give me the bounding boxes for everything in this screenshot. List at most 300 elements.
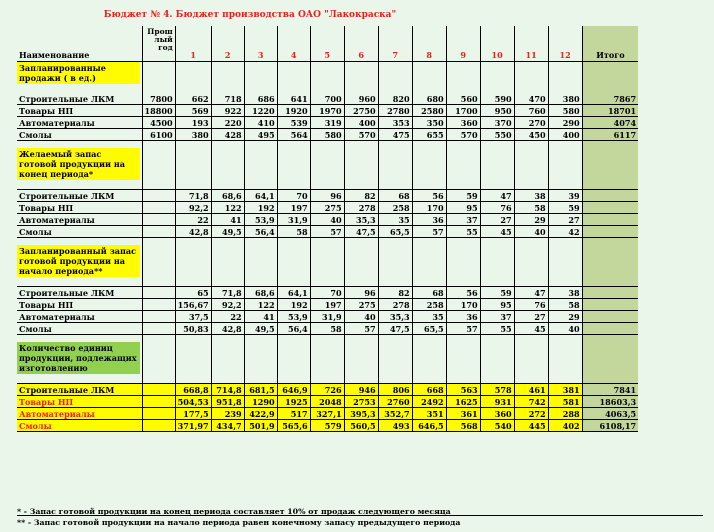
section-header xyxy=(17,342,638,374)
month-value: 950 xyxy=(480,105,514,117)
month-value: 76 xyxy=(514,299,548,311)
empty-cell xyxy=(310,141,344,149)
header-row xyxy=(17,26,638,62)
empty-cell xyxy=(175,277,211,287)
empty-cell xyxy=(17,238,142,246)
empty-cell xyxy=(582,245,638,277)
empty-cell xyxy=(582,342,638,374)
month-value: 569 xyxy=(175,105,211,117)
section-title: Количество единиц продукции, подлежащих изготовлению xyxy=(17,342,140,374)
empty-cell xyxy=(211,374,244,384)
month-value: 319 xyxy=(310,117,344,129)
total-value: 4074 xyxy=(582,117,638,129)
month-value: 540 xyxy=(480,420,514,432)
table-row xyxy=(17,396,638,408)
section-title: Желаемый запас готовой продукции на конец периода* xyxy=(17,148,140,180)
empty-cell xyxy=(277,84,310,93)
empty-cell xyxy=(514,84,548,93)
empty-cell xyxy=(17,84,142,93)
month-value: 563 xyxy=(446,384,480,396)
table-row xyxy=(17,420,638,432)
month-value: 35,3 xyxy=(378,311,412,323)
month-value: 70 xyxy=(277,190,310,202)
empty-cell xyxy=(310,342,344,374)
empty-cell xyxy=(548,84,582,93)
empty-cell xyxy=(277,180,310,190)
empty-cell xyxy=(17,277,142,287)
month-value: 718 xyxy=(211,93,244,105)
empty-cell xyxy=(142,245,175,277)
header-prev-year: Прош лый год xyxy=(142,26,175,62)
month-value: 58 xyxy=(310,323,344,335)
month-value: 539 xyxy=(277,117,310,129)
empty-cell xyxy=(277,238,310,246)
table-row xyxy=(17,287,638,299)
month-value: 400 xyxy=(548,129,582,141)
row-label: Товары НП xyxy=(17,396,142,408)
prev-year-value: 18800 xyxy=(142,105,175,117)
empty-cell xyxy=(412,335,446,343)
footnote-2: ** - Запас готовой продукции на начало периода равен конечному запасу предыдущего периода xyxy=(17,518,461,527)
section-title: Запланированный запас готовой продукции на начало периода** xyxy=(17,245,140,277)
month-value: 434,7 xyxy=(211,420,244,432)
empty-cell xyxy=(277,277,310,287)
total-value xyxy=(582,311,638,323)
prev-year-value xyxy=(142,408,175,420)
empty-cell xyxy=(17,141,142,149)
empty-cell xyxy=(480,335,514,343)
month-value: 37 xyxy=(480,311,514,323)
month-value: 951,8 xyxy=(211,396,244,408)
empty-cell xyxy=(582,180,638,190)
empty-cell xyxy=(17,335,142,343)
empty-cell xyxy=(548,62,582,85)
month-value: 578 xyxy=(480,384,514,396)
month-value: 57 xyxy=(310,226,344,238)
empty-cell xyxy=(378,374,412,384)
empty-cell xyxy=(582,84,638,93)
month-value: 49,5 xyxy=(211,226,244,238)
empty-cell xyxy=(310,374,344,384)
empty-cell xyxy=(344,62,378,85)
month-value: 565,6 xyxy=(277,420,310,432)
empty-cell xyxy=(175,62,211,85)
empty-cell xyxy=(344,148,378,180)
prev-year-value: 7800 xyxy=(142,93,175,105)
empty-cell xyxy=(412,180,446,190)
table-row xyxy=(17,226,638,238)
month-value: 47 xyxy=(514,287,548,299)
month-value: 278 xyxy=(344,202,378,214)
month-value: 192 xyxy=(277,299,310,311)
prev-year-value xyxy=(142,384,175,396)
month-value: 59 xyxy=(480,287,514,299)
empty-cell xyxy=(480,277,514,287)
empty-cell xyxy=(480,180,514,190)
empty-cell xyxy=(310,180,344,190)
empty-cell xyxy=(175,335,211,343)
month-value: 806 xyxy=(378,384,412,396)
month-value: 68 xyxy=(412,287,446,299)
empty-cell xyxy=(446,141,480,149)
month-value: 58 xyxy=(548,299,582,311)
empty-cell xyxy=(378,342,412,374)
month-value: 278 xyxy=(378,299,412,311)
empty-cell xyxy=(142,84,175,93)
empty-cell xyxy=(514,335,548,343)
header-month: 8 xyxy=(412,26,446,62)
month-value: 47,5 xyxy=(378,323,412,335)
empty-cell xyxy=(244,141,277,149)
month-value: 40 xyxy=(344,311,378,323)
empty-cell xyxy=(378,148,412,180)
table-row xyxy=(17,408,638,420)
month-value: 96 xyxy=(310,190,344,202)
month-value: 258 xyxy=(378,202,412,214)
empty-cell xyxy=(310,238,344,246)
prev-year-value xyxy=(142,299,175,311)
header-month: 9 xyxy=(446,26,480,62)
empty-cell xyxy=(412,148,446,180)
empty-cell xyxy=(310,245,344,277)
month-value: 352,7 xyxy=(378,408,412,420)
month-value: 381 xyxy=(548,384,582,396)
empty-cell xyxy=(446,84,480,93)
month-value: 700 xyxy=(310,93,344,105)
empty-cell xyxy=(211,277,244,287)
month-value: 662 xyxy=(175,93,211,105)
month-value: 946 xyxy=(344,384,378,396)
month-value: 57 xyxy=(446,323,480,335)
empty-cell xyxy=(446,335,480,343)
month-value: 37,5 xyxy=(175,311,211,323)
header-month: 1 xyxy=(175,26,211,62)
empty-cell xyxy=(480,141,514,149)
month-value: 47 xyxy=(480,190,514,202)
month-value: 668 xyxy=(412,384,446,396)
month-value: 461 xyxy=(514,384,548,396)
total-value: 6117 xyxy=(582,129,638,141)
total-value: 7867 xyxy=(582,93,638,105)
empty-cell xyxy=(310,62,344,85)
month-value: 57 xyxy=(344,323,378,335)
month-value: 65,5 xyxy=(412,323,446,335)
total-value xyxy=(582,190,638,202)
month-value: 239 xyxy=(211,408,244,420)
month-value: 270 xyxy=(514,117,548,129)
month-value: 1700 xyxy=(446,105,480,117)
row-label: Смолы xyxy=(17,226,142,238)
empty-cell xyxy=(344,84,378,93)
empty-cell xyxy=(548,374,582,384)
month-value: 65,5 xyxy=(378,226,412,238)
month-value: 41 xyxy=(211,214,244,226)
empty-cell xyxy=(480,374,514,384)
month-value: 27 xyxy=(480,214,514,226)
empty-cell xyxy=(514,238,548,246)
row-label: Автоматериалы xyxy=(17,408,142,420)
month-value: 197 xyxy=(277,202,310,214)
month-value: 122 xyxy=(244,299,277,311)
header-month: 4 xyxy=(277,26,310,62)
month-value: 64,1 xyxy=(244,190,277,202)
month-value: 560,5 xyxy=(344,420,378,432)
empty-cell xyxy=(175,238,211,246)
empty-cell xyxy=(480,238,514,246)
month-value: 275 xyxy=(344,299,378,311)
month-value: 2492 xyxy=(412,396,446,408)
month-value: 56,4 xyxy=(244,226,277,238)
month-value: 400 xyxy=(344,117,378,129)
empty-cell xyxy=(582,238,638,246)
total-value: 18701 xyxy=(582,105,638,117)
month-value: 581 xyxy=(548,396,582,408)
prev-year-value xyxy=(142,190,175,202)
month-value: 177,5 xyxy=(175,408,211,420)
prev-year-value xyxy=(142,420,175,432)
empty-cell xyxy=(310,335,344,343)
empty-cell xyxy=(277,148,310,180)
section-title: Запланированные продажи ( в ед.) xyxy=(17,62,140,84)
month-value: 56 xyxy=(412,190,446,202)
empty-cell xyxy=(175,180,211,190)
month-value: 371,97 xyxy=(175,420,211,432)
month-value: 504,53 xyxy=(175,396,211,408)
empty-cell xyxy=(175,374,211,384)
month-value: 37 xyxy=(446,214,480,226)
empty-cell xyxy=(277,374,310,384)
empty-cell xyxy=(548,141,582,149)
month-value: 370 xyxy=(480,117,514,129)
empty-cell xyxy=(244,335,277,343)
empty-cell xyxy=(211,342,244,374)
total-value: 4063,5 xyxy=(582,408,638,420)
month-value: 92,2 xyxy=(175,202,211,214)
month-value: 380 xyxy=(548,93,582,105)
month-value: 517 xyxy=(277,408,310,420)
table-row xyxy=(17,93,638,105)
month-value: 501,9 xyxy=(244,420,277,432)
empty-cell xyxy=(244,342,277,374)
month-value: 579 xyxy=(310,420,344,432)
month-value: 40 xyxy=(310,214,344,226)
month-value: 82 xyxy=(344,190,378,202)
empty-cell xyxy=(344,374,378,384)
month-value: 450 xyxy=(514,129,548,141)
header-total: Итого xyxy=(582,26,638,62)
month-value: 550 xyxy=(480,129,514,141)
month-value: 31,9 xyxy=(310,311,344,323)
month-value: 193 xyxy=(175,117,211,129)
month-value: 70 xyxy=(310,287,344,299)
month-value: 470 xyxy=(514,93,548,105)
empty-cell xyxy=(412,141,446,149)
empty-cell xyxy=(17,374,142,384)
empty-cell xyxy=(378,238,412,246)
month-value: 197 xyxy=(310,299,344,311)
month-value: 29 xyxy=(548,311,582,323)
empty-cell xyxy=(142,277,175,287)
header-month: 11 xyxy=(514,26,548,62)
empty-cell xyxy=(211,245,244,277)
month-value: 39 xyxy=(548,190,582,202)
empty-cell xyxy=(378,335,412,343)
month-value: 53,9 xyxy=(277,311,310,323)
month-value: 422,9 xyxy=(244,408,277,420)
month-value: 760 xyxy=(514,105,548,117)
empty-cell xyxy=(582,62,638,85)
prev-year-value xyxy=(142,214,175,226)
month-value: 122 xyxy=(211,202,244,214)
empty-cell xyxy=(446,342,480,374)
month-value: 170 xyxy=(412,202,446,214)
empty-cell xyxy=(211,141,244,149)
month-value: 68,6 xyxy=(244,287,277,299)
month-value: 35 xyxy=(378,214,412,226)
empty-cell xyxy=(582,141,638,149)
month-value: 1290 xyxy=(244,396,277,408)
month-value: 220 xyxy=(211,117,244,129)
empty-cell xyxy=(378,277,412,287)
empty-cell xyxy=(344,245,378,277)
month-value: 55 xyxy=(480,323,514,335)
month-value: 76 xyxy=(480,202,514,214)
total-value: 6108,17 xyxy=(582,420,638,432)
month-value: 570 xyxy=(446,129,480,141)
section-header xyxy=(17,245,638,277)
month-value: 22 xyxy=(175,214,211,226)
row-label: Строительные ЛКМ xyxy=(17,190,142,202)
empty-cell xyxy=(244,245,277,277)
month-value: 931 xyxy=(480,396,514,408)
table-row xyxy=(17,202,638,214)
empty-cell xyxy=(480,84,514,93)
month-value: 31,9 xyxy=(277,214,310,226)
month-value: 92,2 xyxy=(211,299,244,311)
month-value: 2048 xyxy=(310,396,344,408)
empty-cell xyxy=(480,148,514,180)
table-row xyxy=(17,323,638,335)
empty-cell xyxy=(277,342,310,374)
month-value: 36 xyxy=(446,311,480,323)
month-value: 1925 xyxy=(277,396,310,408)
empty-cell xyxy=(142,238,175,246)
empty-cell xyxy=(480,342,514,374)
empty-cell xyxy=(277,335,310,343)
row-label: Автоматериалы xyxy=(17,117,142,129)
table-row xyxy=(17,105,638,117)
empty-cell xyxy=(582,277,638,287)
month-value: 27 xyxy=(548,214,582,226)
month-value: 59 xyxy=(548,202,582,214)
prev-year-value: 6100 xyxy=(142,129,175,141)
month-value: 680 xyxy=(412,93,446,105)
empty-cell xyxy=(310,277,344,287)
empty-cell xyxy=(175,84,211,93)
row-label: Смолы xyxy=(17,323,142,335)
month-value: 42 xyxy=(548,226,582,238)
month-value: 42,8 xyxy=(211,323,244,335)
month-value: 590 xyxy=(480,93,514,105)
month-value: 68,6 xyxy=(211,190,244,202)
month-value: 38 xyxy=(514,190,548,202)
spacer-row xyxy=(17,277,638,287)
prev-year-value xyxy=(142,311,175,323)
month-value: 95 xyxy=(446,202,480,214)
spacer-row xyxy=(17,141,638,149)
month-value: 96 xyxy=(344,287,378,299)
month-value: 742 xyxy=(514,396,548,408)
month-value: 288 xyxy=(548,408,582,420)
empty-cell xyxy=(211,238,244,246)
month-value: 646,5 xyxy=(412,420,446,432)
month-value: 41 xyxy=(244,311,277,323)
empty-cell xyxy=(277,62,310,85)
page-title: Бюджет № 4. Бюджет производства ОАО "Лакокраска" xyxy=(103,10,397,20)
month-value: 192 xyxy=(244,202,277,214)
month-value: 95 xyxy=(480,299,514,311)
empty-cell xyxy=(344,342,378,374)
month-value: 564 xyxy=(277,129,310,141)
table-row xyxy=(17,117,638,129)
month-value: 50,83 xyxy=(175,323,211,335)
month-value: 35 xyxy=(412,311,446,323)
month-value: 290 xyxy=(548,117,582,129)
month-value: 960 xyxy=(344,93,378,105)
prev-year-value xyxy=(142,226,175,238)
total-value xyxy=(582,202,638,214)
prev-year-value xyxy=(142,287,175,299)
month-value: 646,9 xyxy=(277,384,310,396)
empty-cell xyxy=(446,238,480,246)
section-header xyxy=(17,148,638,180)
empty-cell xyxy=(211,180,244,190)
empty-cell xyxy=(378,180,412,190)
month-value: 68 xyxy=(378,190,412,202)
month-value: 922 xyxy=(211,105,244,117)
empty-cell xyxy=(211,62,244,85)
row-label: Товары НП xyxy=(17,105,142,117)
month-value: 820 xyxy=(378,93,412,105)
empty-cell xyxy=(548,180,582,190)
month-value: 668,8 xyxy=(175,384,211,396)
empty-cell xyxy=(378,84,412,93)
empty-cell xyxy=(142,335,175,343)
total-value xyxy=(582,287,638,299)
month-value: 58 xyxy=(514,202,548,214)
month-value: 65 xyxy=(175,287,211,299)
month-value: 360 xyxy=(446,117,480,129)
month-value: 475 xyxy=(378,129,412,141)
month-value: 42,8 xyxy=(175,226,211,238)
month-value: 428 xyxy=(211,129,244,141)
month-value: 58 xyxy=(277,226,310,238)
total-value xyxy=(582,323,638,335)
month-value: 22 xyxy=(211,311,244,323)
total-value: 7841 xyxy=(582,384,638,396)
row-label: Смолы xyxy=(17,420,142,432)
empty-cell xyxy=(514,62,548,85)
empty-cell xyxy=(412,245,446,277)
empty-cell xyxy=(344,180,378,190)
empty-cell xyxy=(175,245,211,277)
empty-cell xyxy=(582,374,638,384)
month-value: 71,8 xyxy=(211,287,244,299)
empty-cell xyxy=(548,238,582,246)
empty-cell xyxy=(412,342,446,374)
empty-cell xyxy=(378,245,412,277)
month-value: 29 xyxy=(514,214,548,226)
